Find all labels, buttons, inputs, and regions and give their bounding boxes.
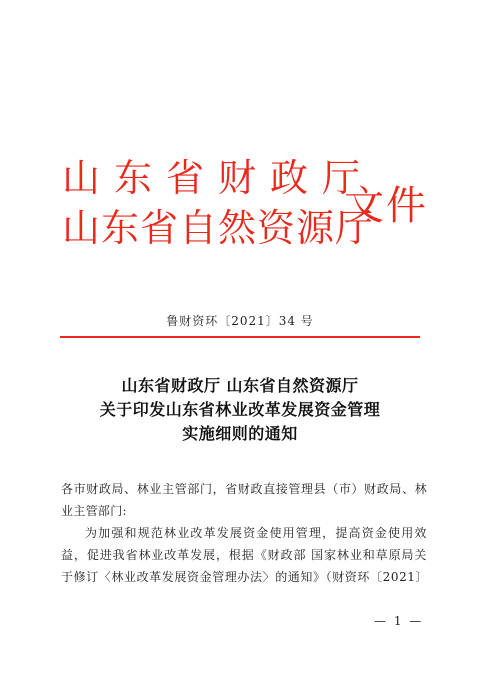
title-line-2: 关于印发山东省林业改革发展资金管理: [99, 400, 381, 419]
title-line-1: 山东省财政厅 山东省自然资源厅: [121, 376, 359, 395]
red-separator-line: [60, 336, 420, 338]
document-number: 鲁财资环〔2021〕34 号: [166, 314, 314, 328]
issuer-name-natural-resources: 山东省自然资源厅: [62, 206, 375, 250]
document-body: [61, 478, 427, 588]
document-label: 文件: [344, 183, 428, 229]
title-line-3: 实施细则的通知: [182, 424, 298, 443]
document-title: [0, 374, 480, 446]
body-paragraph: 为加强和规范林业改革发展资金使用管理，提高资金使用效益，促进我省林业改革发展，根据《财政部 国家林业和草原局关于修订〈林业改革发展资金管理办法〉的通知》（财资环〔2021〕: [61, 526, 429, 584]
salutation: 各市财政局、林业主管部门，省财政直接管理县（市）财政局、林业主管部门:: [61, 482, 427, 518]
issuer-name-finance: 山东省财政厅: [62, 156, 375, 200]
page-number: — 1 —: [374, 614, 424, 628]
masthead: [62, 154, 442, 258]
